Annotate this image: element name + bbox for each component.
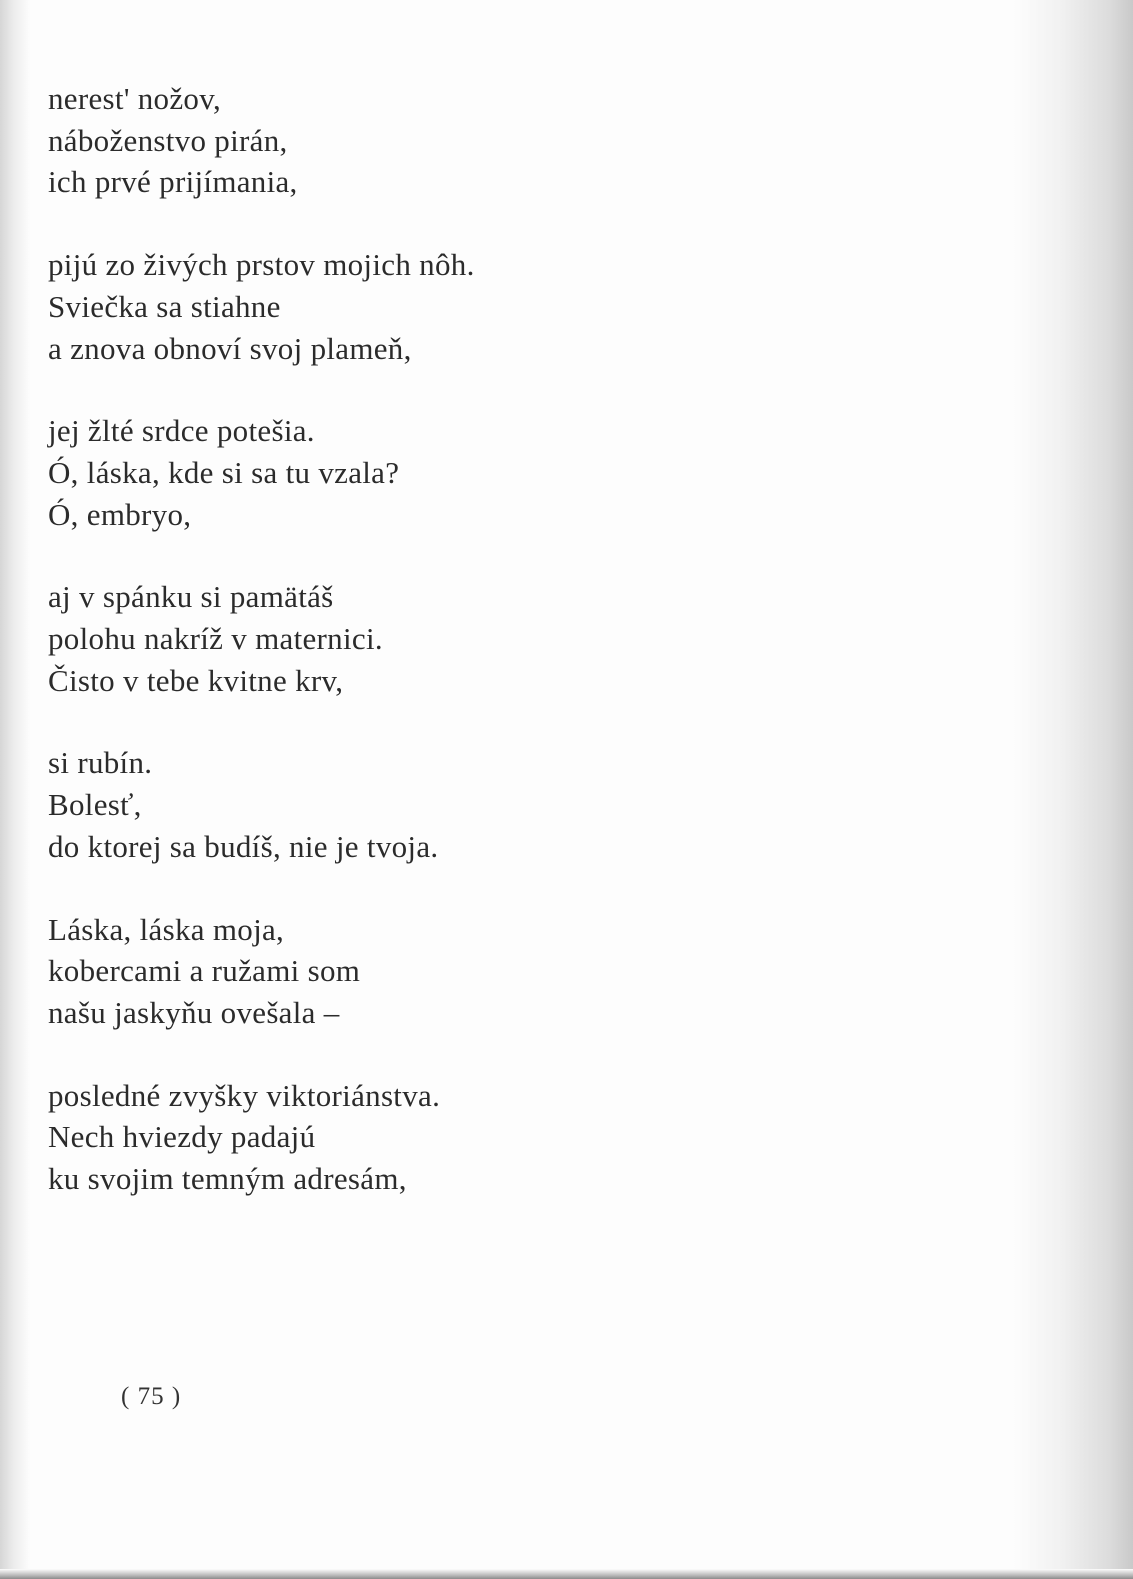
page-edge-shadow — [1013, 0, 1133, 1579]
page-number: ( 75 ) — [121, 1383, 182, 1410]
poem-line: aj v spánku si pamätáš — [48, 579, 334, 615]
poem-line: a znova obnoví svoj plameň, — [48, 330, 412, 366]
poem-line: do ktorej sa budíš, nie je tvoja. — [48, 828, 439, 864]
poem-line: pijú zo živých prstov mojich nôh. — [48, 247, 475, 283]
poem-line: ku svojim temným adresám, — [48, 1161, 407, 1197]
poem-line: Ó, láska, kde si sa tu vzala? — [48, 454, 400, 490]
stanza — [48, 78, 748, 203]
poem-line: Ó, embryo, — [48, 496, 192, 532]
page-gutter-shadow — [0, 0, 30, 1579]
stanza — [48, 410, 748, 535]
poem-text — [48, 78, 748, 1241]
poem-line: Láska, láska moja, — [48, 911, 285, 947]
poem-line: posledné zvyšky viktoriánstva. — [48, 1077, 441, 1113]
stanza — [48, 909, 748, 1034]
poem-line: Sviečka sa stiahne — [48, 288, 281, 324]
stanza — [48, 742, 748, 867]
stanza — [48, 1075, 748, 1200]
poem-line: kobercami a ružami som — [48, 953, 361, 989]
poem-line: si rubín. — [48, 745, 153, 781]
stanza — [48, 244, 748, 369]
poem-line: náboženstvo pirán, — [48, 122, 288, 158]
stanza — [48, 576, 748, 701]
poem-line: nerest' nožov, — [48, 81, 222, 116]
poem-line: ich prvé prijímania, — [48, 164, 298, 200]
scan-bottom-edge — [0, 1569, 1133, 1579]
poem-line: Nech hviezdy padajú — [48, 1119, 316, 1155]
poem-line: Čisto v tebe kvitne krv, — [48, 662, 344, 698]
poem-line: polohu nakríž v maternici. — [48, 621, 383, 657]
poem-line: našu jaskyňu ovešala – — [48, 994, 340, 1030]
poem-line: Bolesť, — [48, 787, 142, 823]
poem-line: jej žlté srdce potešia. — [48, 413, 315, 449]
